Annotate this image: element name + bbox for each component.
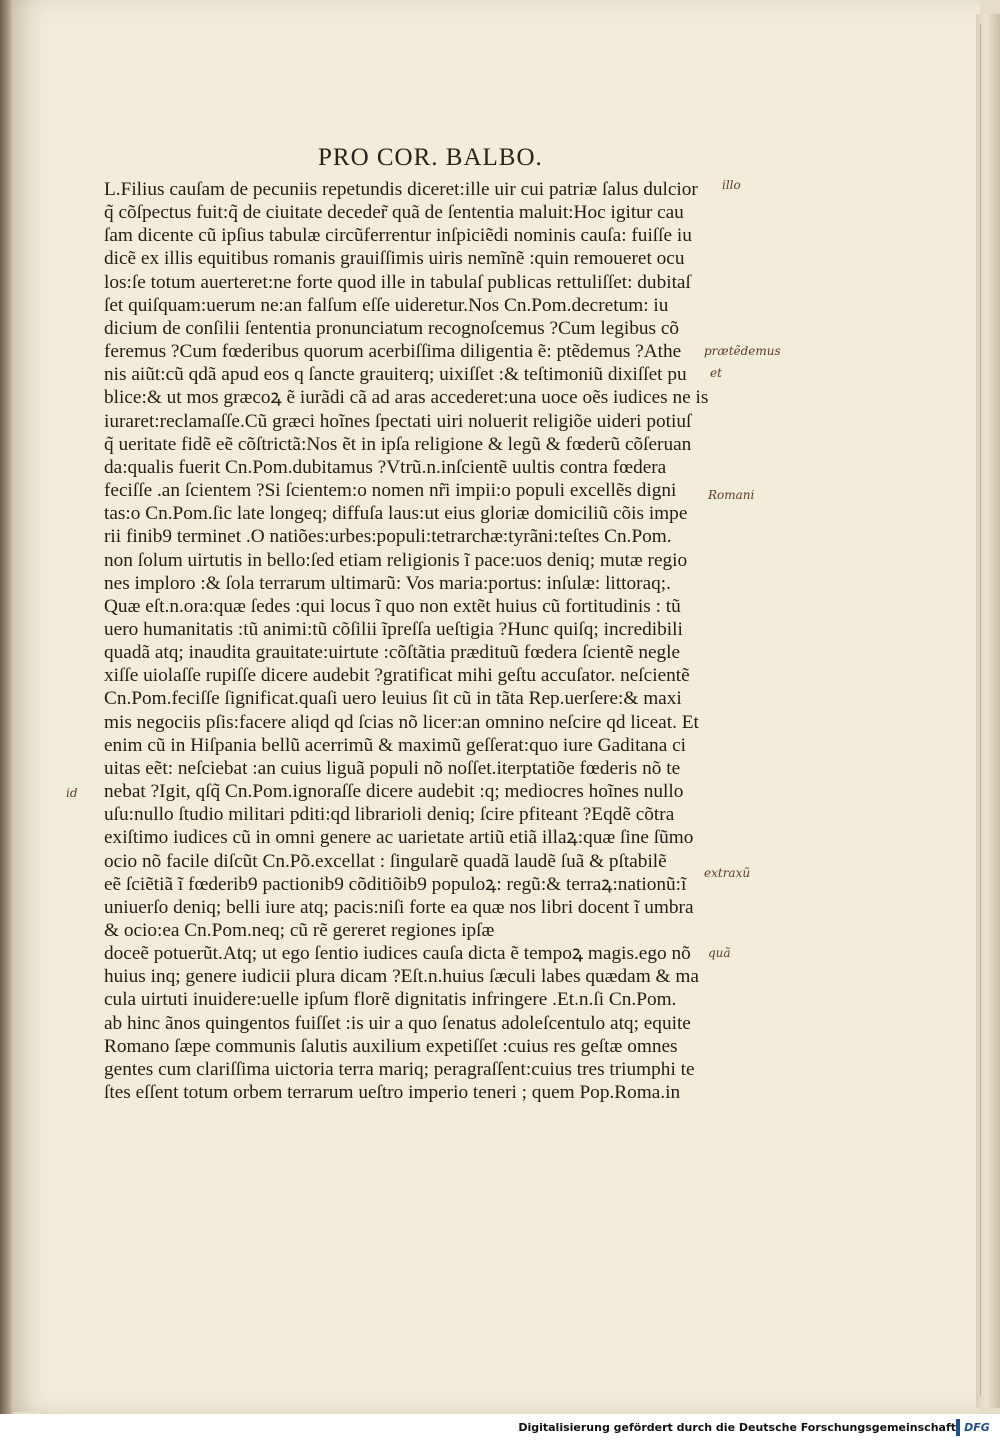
text-line: doceẽ potuerũt.Atq; ut ego ſentio iudices cauſa dicta ẽ tempoꝝ magis.ego nõ xyxy=(104,943,691,965)
text-line: nebat ?Igit, qſq̃ Cn.Pom.ignoraſſe dicere audebit :q; mediocres hoĩnes nullo xyxy=(104,781,684,803)
text-line: nis aiũt:cũ qdã apud eos q ſancte grauiterq; uixiſſet :& teſtimoniũ dixiſſet pu xyxy=(104,364,687,386)
margin-note-illo: illo xyxy=(722,178,741,192)
text-line: tas:o Cn.Pom.ſic late longeq; diffuſa laus:ut eius gloriæ domiciliũ cõis impe xyxy=(104,503,688,525)
text-line: Romano ſæpe communis ſalutis auxilium expetiſſet :cuius res geſtæ omnes xyxy=(104,1035,678,1057)
text-line: enim cũ in Hiſpania bellũ acerrimũ & maximũ geſſerat:quo iure Gaditana ci xyxy=(104,734,686,756)
text-line: ab hinc ãnos quingentos fuiſſet :is uir a quo ſenatus adoleſcentulo atq; equite xyxy=(104,1012,691,1034)
text-line: uniuerſo deniq; belli iure atq; pacis:niſi forte ea quæ nos libri docent ĩ umbra xyxy=(104,896,694,918)
margin-note-praetedemus: prætẽdemus xyxy=(704,344,781,358)
text-line: gentes cum clariſſima uictoria terra mariq; peragraſſent:cuius tres triumphi te xyxy=(104,1058,695,1080)
text-line: quadã atq; inaudita grauitate:uirtute :cõſtãtia prædituũ fœdera ſcientẽ negle xyxy=(104,642,681,664)
text-line: dicium de conſilii ſententia pronunciatum recognoſcemus ?Cum legibus cõ xyxy=(104,317,680,339)
text-line: ocio nõ facile diſcũt Cn.Põ.excellat : ſingularẽ quadã laudẽ ſuã & pſtabilẽ xyxy=(104,850,667,872)
text-line: cula uirtuti inuidere:uelle ipſum florẽ dignitatis infringere .Et.n.ſi Cn.Pom. xyxy=(104,989,677,1011)
text-line: ſet quiſquam:uerum ne:an falſum eſſe uideretur.Nos Cn.Pom.decretum: iu xyxy=(104,294,669,316)
text-line: Quæ eſt.n.ora:quæ ſedes :qui locus ĩ quo non extẽt huius cũ fortitudinis : tũ xyxy=(104,595,681,617)
footer-bar xyxy=(0,1414,1000,1442)
dfg-logo-icon: DFG xyxy=(956,1419,994,1436)
text-line: L.Filius cauſam de pecuniis repetundis diceret:ille uir cui patriæ ſalus dulcior xyxy=(104,179,698,200)
text-line: q̃ cõſpectus fuit:q̃ de ciuitate deceder̃ quã de ſententia maluit:Hoc igitur cau xyxy=(104,202,684,224)
text-line: iuraret:reclamaſſe.Cũ græci hoĩnes ſpectati uiri noluerit religiõe uideri potiuſ xyxy=(104,410,692,432)
text-line: eẽ ſciẽtiã ĩ fœderib9 pactionib9 cõditiõib9 populoꝝ: regũ:& terraꝝ:nationũ:ĩ xyxy=(104,873,687,895)
text-line: rii finib9 terminet .O natiões:urbes:populi:tetrarchæ:tyrãni:teſtes Cn.Pom. xyxy=(104,526,672,548)
text-line: dicẽ ex illis equitibus romanis grauiſſimis uiris nemĩnẽ :quin remoueret ocu xyxy=(104,248,685,270)
margin-note-et: et xyxy=(710,366,722,380)
margin-note-romani: Romani xyxy=(708,488,755,502)
text-line: los:ſe totum auerteret:ne forte quod ille in tabulaſ publicas rettuliſſet: dubitaſ xyxy=(104,271,691,293)
footer-credit: Digitalisierung gefördert durch die Deutsche Forschungsgemeinschaft xyxy=(518,1421,956,1434)
text-line: xiſſe uiolaſſe rupiſſe dicere audebit ?gratificat mihi geſtu accuſator. neſcientẽ xyxy=(104,665,690,687)
page-edges xyxy=(976,14,1000,1408)
text-line: feremus ?Cum fœderibus quorum acerbiſſima diligentia ẽ: ptẽdemus ?Athe xyxy=(104,341,682,363)
text-line: nes imploro :& ſola terrarum ultimarũ: Vos maria:portus: inſulæ: littoraq;. xyxy=(104,572,671,594)
page-title: PRO COR. BALBO. xyxy=(318,144,543,171)
text-line: uſu:nullo ſtudio militari pditi:qd librarioli deniq; ſcire pfiteant ?Eqdẽ cõtra xyxy=(104,804,675,826)
text-line: mis negociis pſis:facere aliqd qd ſcias nõ licer:an omnino neſcire qd liceat. Et xyxy=(104,711,699,733)
margin-note-qua: quã xyxy=(708,946,731,960)
text-line: uitas eẽt: neſciebat :an cuius liguã populi nõ noſſet.iterptatiõe fœderis nõ te xyxy=(104,757,681,779)
text-line: feciſſe .an ſcientem ?Si ſcientem:o nomen nr̃i impii:o populi excellẽs digni xyxy=(104,480,677,502)
text-line: blice:& ut mos græcoꝝ ẽ iurãdi cã ad aras accederet:una uoce oẽs iudices ne is xyxy=(104,387,709,409)
text-line: Cn.Pom.feciſſe ſignificat.quaſi uero leuius ſit cũ in tãta Rep.uerſere:& maxi xyxy=(104,688,682,710)
margin-note-extrahi: extraxũ xyxy=(704,866,751,880)
body-text xyxy=(104,178,714,1104)
margin-note-id: id xyxy=(66,786,78,800)
text-line: uero humanitatis :tũ animi:tũ cõſilii ĩpreſſa ueſtigia ?Hunc quiſq; incredibili xyxy=(104,618,683,640)
text-line: ſtes eſſent totum orbem terrarum ueſtro imperio teneri ; quem Pop.Roma.in xyxy=(104,1082,681,1104)
text-line: q̃ ueritate fidẽ eẽ cõſtrictã:Nos ẽt in ipſa religione & legũ & fœderũ cõſeruan xyxy=(104,433,692,455)
text-line: ſam dicente cũ ipſius tabulæ circũferrentur inſpiciẽdi nominis cauſa: fuiſſe iu xyxy=(104,225,692,247)
text-line: da:qualis fuerit Cn.Pom.dubitamus ?Vtrũ.n.inſcientẽ uultis contra fœdera xyxy=(104,456,667,478)
text-line: huius inq; genere iudicii plura dicam ?Eſt.n.huius ſæculi labes quædam & ma xyxy=(104,966,699,988)
text-line: & ocio:ea Cn.Pom.neq; cũ rẽ gereret regiones ipſæ xyxy=(104,920,495,941)
text-line: non ſolum uirtutis in bello:ſed etiam religionis ĩ pace:uos deniq; mutæ regio xyxy=(104,549,688,571)
text-line: exiſtimo iudices cũ in omni genere ac uarietate artiũ etiã illaꝝ:quæ ſine ſũmo xyxy=(104,827,694,849)
